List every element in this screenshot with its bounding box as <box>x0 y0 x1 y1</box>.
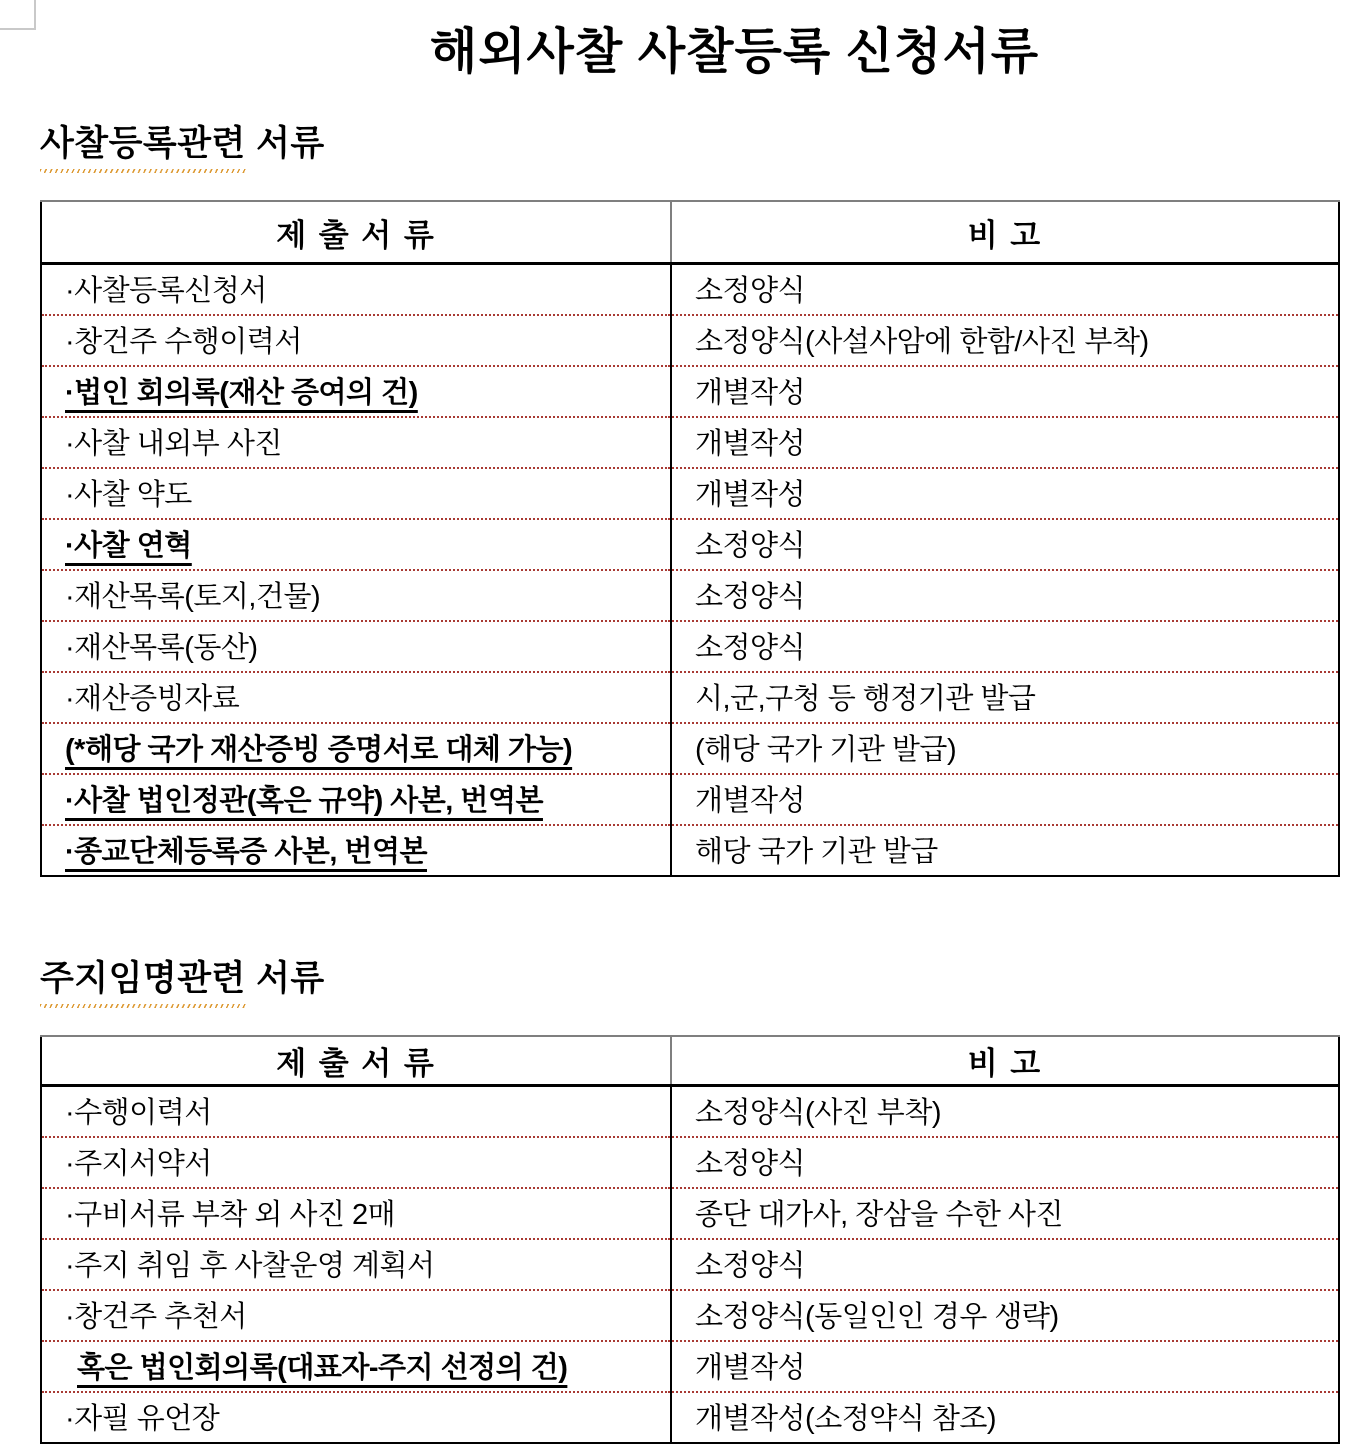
emphasized-document-text: ·사찰 법인정관(혹은 규약) 사본, 번역본 <box>65 784 543 817</box>
heading-squiggle-word: 주지임명관련 <box>40 951 246 1008</box>
remark-cell: 소정양식 <box>671 1239 1339 1290</box>
table-row <box>41 315 1339 366</box>
remark-cell: 소정양식 <box>671 519 1339 570</box>
document-cell: ·재산목록(토지,건물) <box>41 570 671 621</box>
remark-cell: 소정양식 <box>671 621 1339 672</box>
table-row <box>41 1188 1339 1239</box>
table-row <box>41 1341 1339 1392</box>
remark-cell: 개별작성 <box>671 366 1339 417</box>
document-cell: ·사찰 약도 <box>41 468 671 519</box>
table-row <box>41 621 1339 672</box>
column-header-documents: 제 출 서 류 <box>41 1036 671 1086</box>
table-row <box>41 519 1339 570</box>
remark-cell: 소정양식(사설사암에 한함/사진 부착) <box>671 315 1339 366</box>
emphasized-document-text: (*해당 국가 재산증빙 증명서로 대체 가능) <box>65 733 573 766</box>
remark-cell: 개별작성 <box>671 774 1339 825</box>
remark-cell: 개별작성 <box>671 1341 1339 1392</box>
document-cell: ·창건주 수행이력서 <box>41 315 671 366</box>
document-cell: ·사찰 내외부 사진 <box>41 417 671 468</box>
table-row <box>41 1290 1339 1341</box>
heading-tail: 서류 <box>256 958 325 998</box>
document-cell <box>41 825 671 876</box>
remark-cell: 개별작성(소정약식 참조) <box>671 1392 1339 1443</box>
document-cell: ·재산목록(동산) <box>41 621 671 672</box>
page-title: 해외사찰 사찰등록 신청서류 <box>429 25 1040 79</box>
emphasized-document-text: 혹은 법인회의록(대표자-주지 선정의 건) <box>77 1351 568 1384</box>
document-content <box>40 116 1340 1444</box>
column-header-remarks: 비 고 <box>671 1036 1339 1086</box>
table-row <box>41 1392 1339 1443</box>
document-cell: ·주지 취임 후 사찰운영 계획서 <box>41 1239 671 1290</box>
table-row <box>41 672 1339 723</box>
table-row <box>41 263 1339 315</box>
document-cell <box>41 519 671 570</box>
document-cell <box>41 774 671 825</box>
document-cell: ·자필 유언장 <box>41 1392 671 1443</box>
table-row <box>41 1085 1339 1137</box>
table-row <box>41 570 1339 621</box>
document-cell: ·창건주 추천서 <box>41 1290 671 1341</box>
heading-squiggle-word: 사찰등록관련 <box>40 116 246 173</box>
remark-cell: (해당 국가 기관 발급) <box>671 723 1339 774</box>
heading-tail: 서류 <box>256 124 325 164</box>
document-cell: ·수행이력서 <box>41 1085 671 1137</box>
header-row <box>41 1036 1339 1086</box>
section-heading-abbot-appointment <box>40 951 1340 1008</box>
header-row <box>41 201 1339 263</box>
remark-cell: 종단 대가사, 장삼을 수한 사진 <box>671 1188 1339 1239</box>
document-cell: ·구비서류 부착 외 사진 2매 <box>41 1188 671 1239</box>
remark-cell: 소정양식(동일인인 경우 생략) <box>671 1290 1339 1341</box>
abbot-appointment-table <box>40 1035 1340 1444</box>
remark-cell: 해당 국가 기관 발급 <box>671 825 1339 876</box>
section-heading-temple-registration <box>40 116 1340 173</box>
document-cell: ·사찰등록신청서 <box>41 263 671 315</box>
table-row <box>41 1137 1339 1188</box>
remark-cell: 개별작성 <box>671 468 1339 519</box>
table-row <box>41 417 1339 468</box>
table-row <box>41 468 1339 519</box>
table-row <box>41 825 1339 876</box>
document-cell <box>41 1341 671 1392</box>
document-cell: ·주지서약서 <box>41 1137 671 1188</box>
table-row <box>41 366 1339 417</box>
document-cell <box>41 723 671 774</box>
table-header <box>41 201 1339 263</box>
emphasized-document-text: ·종교단체등록증 사본, 번역본 <box>65 835 427 868</box>
temple-registration-table <box>40 200 1340 877</box>
document-cell <box>41 366 671 417</box>
table-row <box>41 1239 1339 1290</box>
table-row <box>41 774 1339 825</box>
column-header-remarks: 비 고 <box>671 201 1339 263</box>
remark-cell: 소정양식 <box>671 1137 1339 1188</box>
emphasized-document-text: ·법인 회의록(재산 증여의 건) <box>65 376 418 409</box>
emphasized-document-text: ·사찰 연혁 <box>65 529 192 562</box>
table-row <box>41 723 1339 774</box>
remark-cell: 소정양식 <box>671 570 1339 621</box>
page-corner-marker <box>0 0 36 30</box>
remark-cell: 소정양식(사진 부착) <box>695 1096 941 1129</box>
document-cell: ·재산증빙자료 <box>41 672 671 723</box>
remark-cell: 소정양식 <box>695 274 806 307</box>
remark-cell: 개별작성 <box>671 417 1339 468</box>
column-header-documents: 제 출 서 류 <box>41 201 671 263</box>
remark-cell: 시,군,구청 등 행정기관 발급 <box>671 672 1339 723</box>
table-header <box>41 1036 1339 1086</box>
